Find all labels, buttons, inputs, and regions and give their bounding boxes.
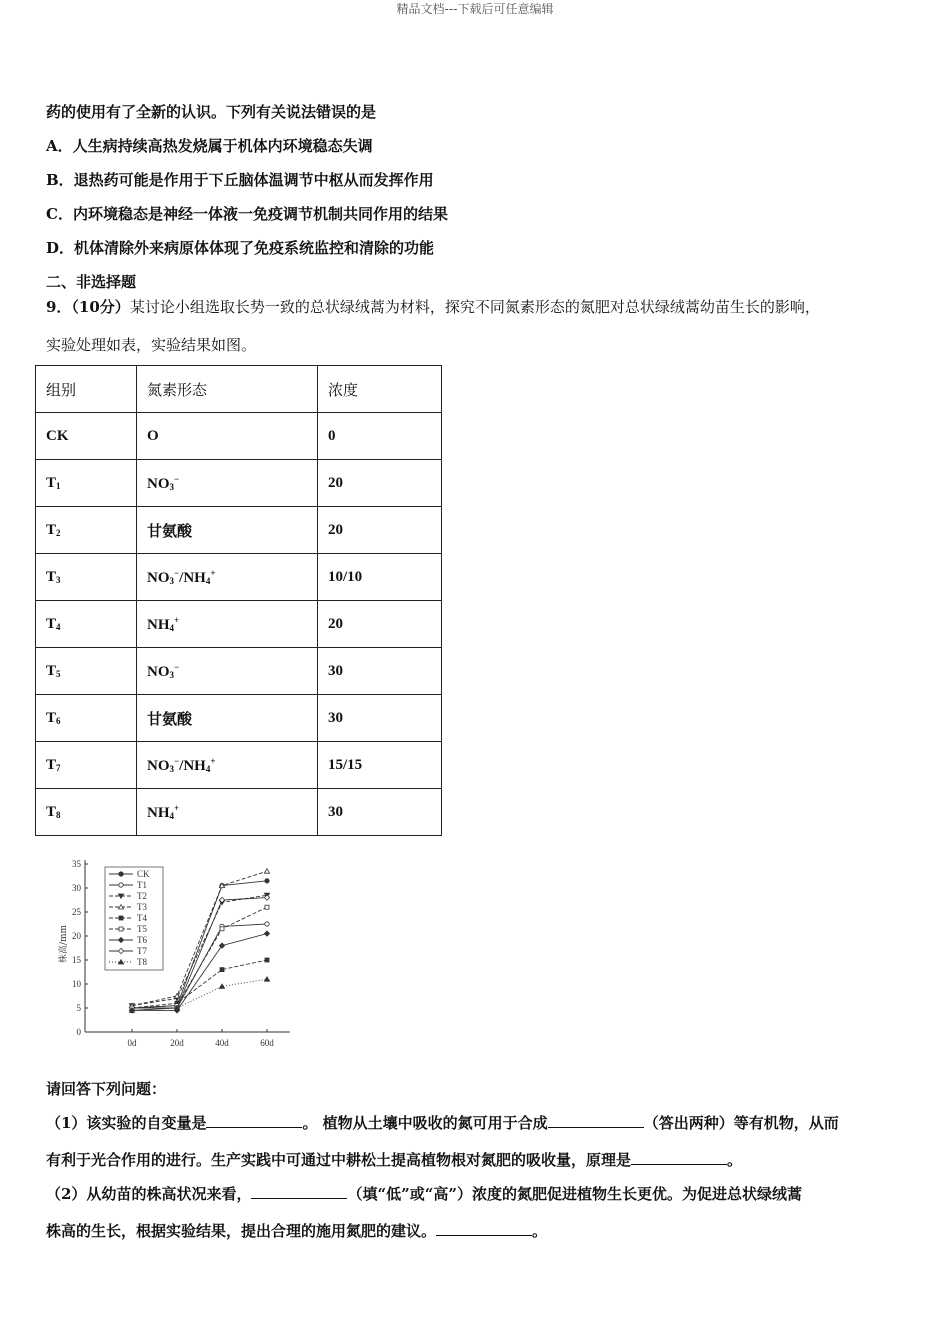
group-cell: $T_3$ [36,554,137,601]
group-cell: $T_7$ [36,742,137,789]
option-c: C．内环境稳态是神经一体液一免疫调节机制共同作用的结果 [46,205,448,223]
table-header-cell: 浓度 [318,366,442,413]
legend-marker [119,927,123,931]
concentration-cell: 30 [318,695,442,742]
legend-label: T7 [137,946,147,956]
table-header-row [36,366,442,413]
subquestion-2-line2 [46,1221,547,1241]
table-row [36,789,442,836]
y-tick-label: 0 [76,1027,81,1037]
plant-height-line-chart [55,852,300,1052]
group-cell: $T_6$ [36,695,137,742]
data-point-t5 [220,927,224,931]
nitrogen-form-cell: 甘氨酸 [137,507,318,554]
answer-blank-4[interactable] [251,1184,347,1199]
concentration-cell: 0 [318,413,442,460]
group-cell: $T_8$ [36,789,137,836]
x-tick-label: 40d [215,1038,229,1048]
legend-label: CK [137,869,150,879]
q1-text-a: （1）该实验的自变量是 [46,1114,207,1132]
data-point-t5 [265,905,269,909]
concentration-cell: 20 [318,460,442,507]
y-axis-label: 株高/mm [59,924,69,964]
question-9-intro-line2: 实验处理如表，实验结果如图。 [46,336,257,354]
data-point-t4 [265,958,269,962]
y-tick-label: 10 [72,979,81,989]
legend-label: T4 [137,913,147,923]
answer-blank-3[interactable] [631,1150,727,1165]
x-tick-label: 60d [260,1038,274,1048]
option-b: B．退热药可能是作用于下丘脑体温调节中枢从而发挥作用 [46,171,434,189]
q2-text-a: （2）从幼苗的株高状况来看， [46,1185,252,1203]
nitrogen-form-cell: 甘氨酸 [137,695,318,742]
answer-blank-5[interactable] [436,1221,532,1236]
x-tick-label: 20d [170,1038,184,1048]
concentration-cell: 15/15 [318,742,442,789]
nitrogen-form-cell: $NO_3^-$ [137,648,318,695]
answer-blank-2[interactable] [548,1113,644,1128]
nitrogen-form-cell: O [137,413,318,460]
y-tick-label: 30 [72,883,81,893]
concentration-cell: 20 [318,601,442,648]
question-9-intro-line1: 某讨论小组选取长势一致的总状绿绒蒿为材料，探究不同氮素形态的氮肥对总状绿绒蒿幼苗生长的影响， [129,298,820,316]
legend-label: T1 [137,880,147,890]
q2-text-b: （填“低”或“高”）浓度的氮肥促进植物生长更优。为促进总状绿绒蒿 [347,1185,802,1203]
legend-marker [119,883,123,887]
option-d: D．机体清除外来病原体体现了免疫系统监控和清除的功能 [46,239,435,257]
data-point-t8 [264,977,269,981]
legend-label: T3 [137,902,147,912]
legend-label: T5 [137,924,147,934]
nitrogen-form-cell: $NO_3^-/NH_4^+$ [137,554,318,601]
table-row [36,413,442,460]
subquestion-2-line1 [46,1184,802,1204]
q2-text-d: 。 [532,1222,548,1240]
question-9-intro [46,297,820,317]
table-row [36,742,442,789]
data-point-t4 [220,968,224,972]
group-cell: $T_2$ [36,507,137,554]
legend-marker [119,916,123,920]
nitrogen-form-cell: $NH_4^+$ [137,789,318,836]
nitrogen-form-cell: $NO_3^-/NH_4^+$ [137,742,318,789]
group-cell: $T_4$ [36,601,137,648]
concentration-cell: 20 [318,507,442,554]
y-tick-label: 15 [72,955,81,965]
question-9-number: 9．（10分） [46,298,130,316]
data-point-t6 [219,943,224,948]
page-header: 精品文档---下载后可任意编辑 [396,2,554,16]
legend-box [105,867,163,970]
data-point-ck [265,879,269,883]
legend-label: T6 [137,935,147,945]
q1-text-e: 。 [727,1151,743,1169]
nitrogen-form-cell: $NO_3^-$ [137,460,318,507]
group-cell: $T_5$ [36,648,137,695]
table-row [36,554,442,601]
data-point-t1 [265,922,269,926]
table-row [36,601,442,648]
table-header-cell: 氮素形态 [137,366,318,413]
table-row [36,460,442,507]
data-point-t6 [264,931,269,936]
concentration-cell: 30 [318,648,442,695]
question-8-stem-tail: 药的使用有了全新的认识。下列有关说法错误的是 [46,103,377,121]
concentration-cell: 30 [318,789,442,836]
table-row [36,695,442,742]
y-tick-label: 5 [76,1003,81,1013]
q2-text-c: 株高的生长，根据实验结果，提出合理的施用氮肥的建议。 [46,1222,437,1240]
nitrogen-form-cell: $NH_4^+$ [137,601,318,648]
option-a: A．人生病持续高热发烧属于机体内环境稳态失调 [46,137,373,155]
x-tick-label: 0d [127,1038,137,1048]
section-title: 二、非选择题 [46,273,137,291]
group-cell: $T_1$ [36,460,137,507]
subquestion-1-line1 [46,1113,839,1133]
table-row [36,507,442,554]
questions-intro: 请回答下列问题： [46,1080,167,1098]
table-header-cell: 组别 [36,366,137,413]
q1-text-b: 。 植物从土壤中吸收的氮可用于合成 [302,1114,548,1132]
legend-label: T8 [137,957,147,967]
subquestion-1-line2 [46,1150,742,1170]
group-cell: CK [36,413,137,460]
answer-blank-1[interactable] [206,1113,302,1128]
q1-text-c: （答出两种）等有机物，从而 [643,1114,839,1132]
y-tick-label: 35 [72,859,81,869]
y-tick-label: 25 [72,907,81,917]
y-tick-label: 20 [72,931,81,941]
q1-text-d: 有利于光合作用的进行。生产实践中可通过中耕松土提高植物根对氮肥的吸收量，原理是 [46,1151,632,1169]
concentration-cell: 10/10 [318,554,442,601]
data-point-t3 [264,869,269,873]
table-row [36,648,442,695]
legend-marker [119,872,123,876]
treatment-table [35,365,442,836]
legend-label: T2 [137,891,147,901]
